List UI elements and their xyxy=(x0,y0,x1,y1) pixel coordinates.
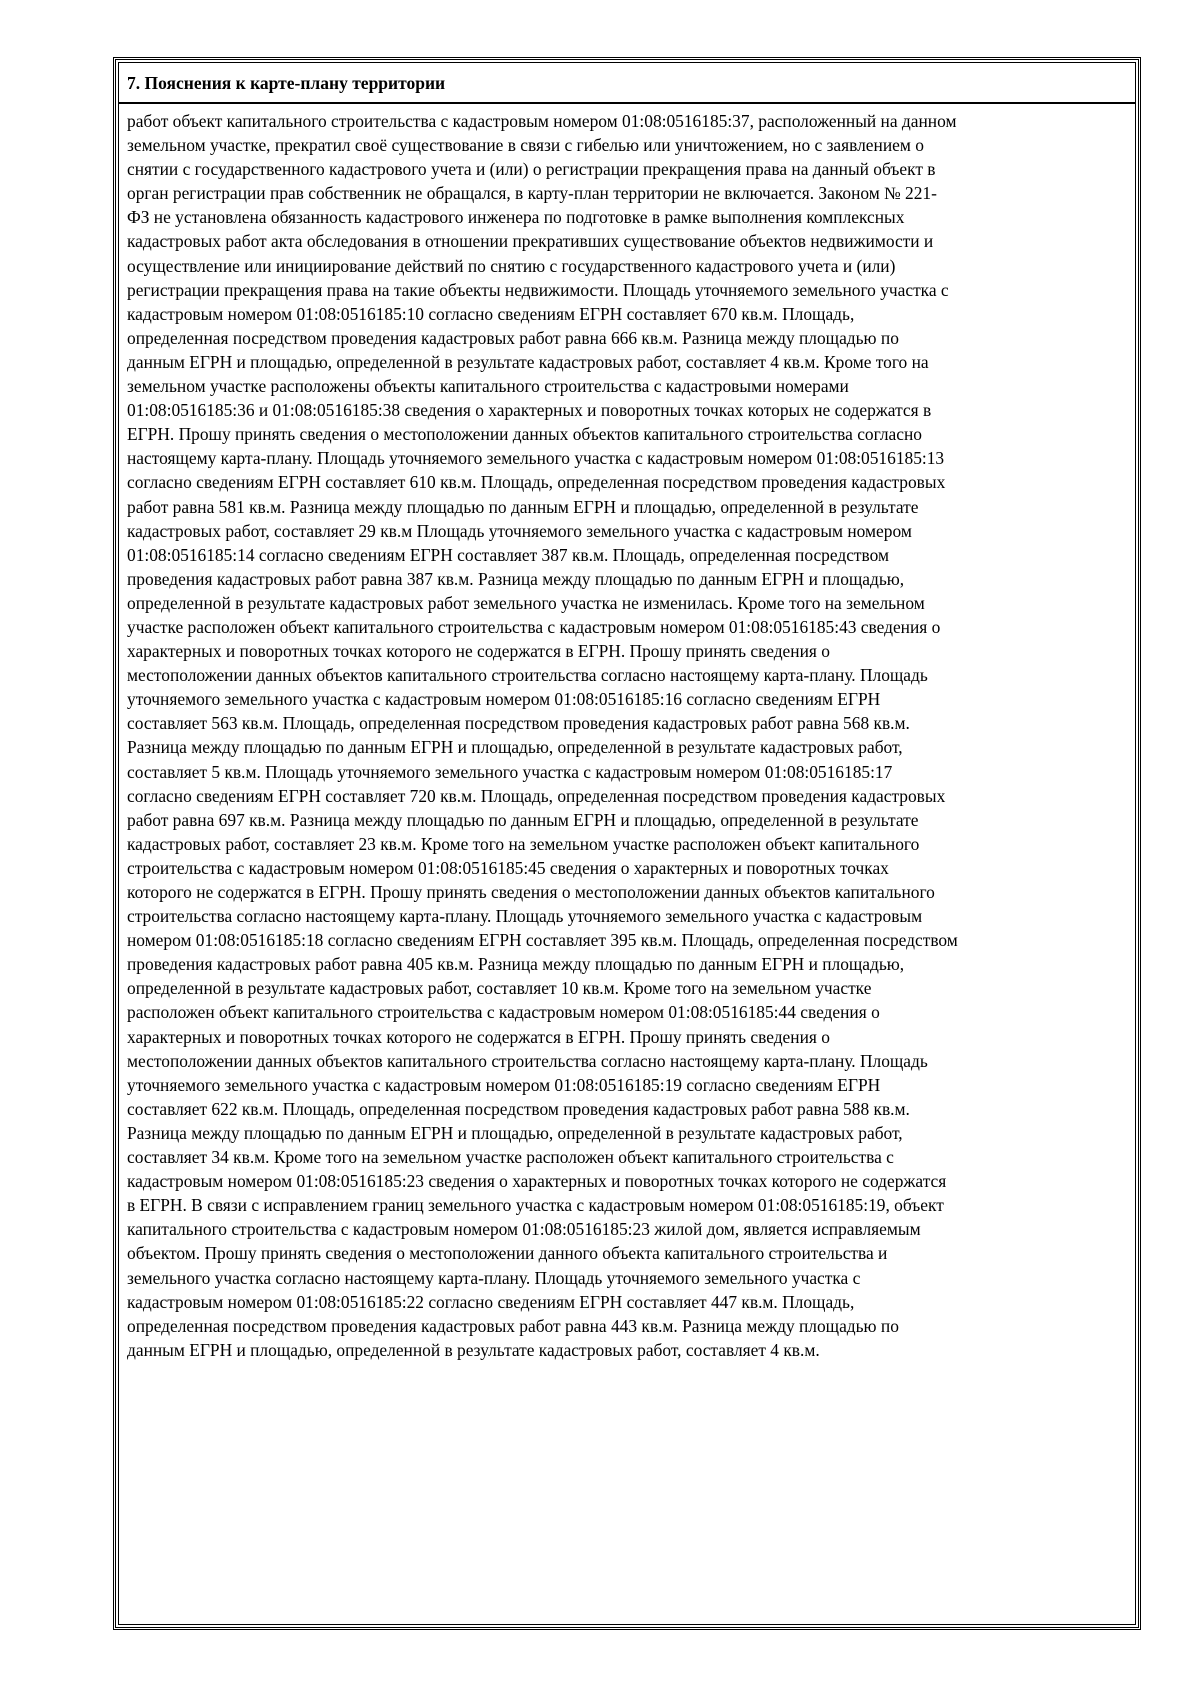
text-line: данным ЕГРН и площадью, определенной в результате кадастровых работ, составляет 4 кв.м. xyxy=(127,1339,820,1360)
text-line: строительства согласно настоящему карта-плану. Площадь уточняемого земельного участка с кадастровым xyxy=(127,906,923,927)
text-line: кадастровым номером 01:08:0516185:22 согласно сведениям ЕГРН составляет 447 кв.м. Площадь, xyxy=(127,1291,855,1312)
text-line: объектом. Прошу принять сведения о местоположении данного объекта капитального строительства и xyxy=(127,1243,888,1264)
text-line: кадастровых работ, составляет 23 кв.м. Кроме того на земельном участке расположен объект капитального xyxy=(127,833,920,854)
text-line: согласно сведениям ЕГРН составляет 720 кв.м. Площадь, определенная посредством проведения кадастровых xyxy=(127,785,946,806)
text-line: снятии с государственного кадастрового учета и (или) о регистрации прекращения права на данный объект в xyxy=(127,159,936,180)
text-line: составляет 622 кв.м. Площадь, определенная посредством проведения кадастровых работ равна 588 кв.м. xyxy=(127,1098,910,1119)
text-line: 01:08:0516185:36 и 01:08:0516185:38 сведения о характерных и поворотных точках которых не содержатся в xyxy=(127,400,932,421)
text-line: проведения кадастровых работ равна 405 кв.м. Разница между площадью по данным ЕГРН и площадью, xyxy=(127,954,905,975)
text-line: составляет 5 кв.м. Площадь уточняемого земельного участка с кадастровым номером 01:08:0516185:17 xyxy=(127,761,893,782)
text-line: работ равна 581 кв.м. Разница между площадью по данным ЕГРН и площадью, определенной в результате xyxy=(127,496,919,517)
text-line: расположен объект капитального строительства с кадастровым номером 01:08:0516185:44 сведения о xyxy=(127,1002,880,1023)
text-line: осуществление или инициирование действий по снятию с государственного кадастрового учета и (или) xyxy=(127,255,896,276)
text-line: капитального строительства с кадастровым номером 01:08:0516185:23 жилой дом, является исправляемым xyxy=(127,1219,921,1240)
text-line: определенная посредством проведения кадастровых работ равна 443 кв.м. Разница между площадью по xyxy=(127,1315,899,1336)
text-line: определенной в результате кадастровых работ земельного участка не изменилась. Кроме того на земельном xyxy=(127,592,925,613)
text-line: земельного участка согласно настоящему карта-плану. Площадь уточняемого земельного участка с xyxy=(127,1267,861,1288)
text-line: составляет 563 кв.м. Площадь, определенная посредством проведения кадастровых работ равна 568 кв.м. xyxy=(127,713,910,734)
text-line: строительства с кадастровым номером 01:08:0516185:45 сведения о характерных и поворотных точках xyxy=(127,857,889,878)
text-line: уточняемого земельного участка с кадастровым номером 01:08:0516185:16 согласно сведениям ЕГРН xyxy=(127,689,881,710)
text-line: орган регистрации прав собственник не обращался, в карту-план территории не включается. Законом № 221- xyxy=(127,183,937,204)
text-line: характерных и поворотных точках которого не содержатся в ЕГРН. Прошу принять сведения о xyxy=(127,641,830,662)
text-line: данным ЕГРН и площадью, определенной в результате кадастровых работ, составляет 4 кв.м. Кроме того на xyxy=(127,351,929,372)
text-line: 01:08:0516185:14 согласно сведениям ЕГРН составляет 387 кв.м. Площадь, определенная посредством xyxy=(127,544,889,565)
text-line: работ объект капитального строительства с кадастровым номером 01:08:0516185:37, расположенный на данном xyxy=(127,111,957,131)
text-line: местоположении данных объектов капитального строительства согласно настоящему карта-плану. Площадь xyxy=(127,1050,928,1071)
text-line: местоположении данных объектов капитального строительства согласно настоящему карта-плану. Площадь xyxy=(127,665,928,686)
text-line: характерных и поворотных точках которого не содержатся в ЕГРН. Прошу принять сведения о xyxy=(127,1026,830,1047)
text-line: которого не содержатся в ЕГРН. Прошу принять сведения о местоположении данных объектов капитального xyxy=(127,882,935,902)
text-line: работ равна 697 кв.м. Разница между площадью по данным ЕГРН и площадью, определенной в результате xyxy=(127,809,919,830)
text-line: кадастровым номером 01:08:0516185:10 согласно сведениям ЕГРН составляет 670 кв.м. Площадь, xyxy=(127,303,855,324)
text-line: кадастровых работ, составляет 29 кв.м Площадь уточняемого земельного участка с кадастровым номером xyxy=(127,520,912,541)
text-line: земельном участке расположены объекты капитального строительства с кадастровыми номерами xyxy=(127,376,849,397)
text-line: в ЕГРН. В связи с исправлением границ земельного участка с кадастровым номером 01:08:0516185:19, объект xyxy=(127,1195,944,1216)
text-line: Разница между площадью по данным ЕГРН и площадью, определенной в результате кадастровых работ, xyxy=(127,737,903,758)
text-line: кадастровым номером 01:08:0516185:23 сведения о характерных и поворотных точках которого не содержатся xyxy=(127,1171,947,1192)
text-line: настоящему карта-плану. Площадь уточняемого земельного участка с кадастровым номером 01:08:0516185:13 xyxy=(127,448,945,469)
text-line: Разница между площадью по данным ЕГРН и площадью, определенной в результате кадастровых работ, xyxy=(127,1122,903,1143)
document-frame-inner xyxy=(118,62,1136,1625)
text-line: согласно сведениям ЕГРН составляет 610 кв.м. Площадь, определенная посредством проведения кадастровых xyxy=(127,472,946,493)
text-line: участке расположен объект капитального строительства с кадастровым номером 01:08:0516185:43 сведения о xyxy=(127,616,941,637)
explanation-text xyxy=(127,109,1137,1362)
text-line: ЕГРН. Прошу принять сведения о местоположении данных объектов капитального строительства согласно xyxy=(127,424,922,445)
text-line: составляет 34 кв.м. Кроме того на земельном участке расположен объект капитального строительства с xyxy=(127,1147,894,1168)
document-frame xyxy=(113,57,1141,1630)
section-title: 7. Пояснения к карте-плану территории xyxy=(119,63,1135,104)
text-line: кадастровых работ акта обследования в отношении прекративших существование объектов недвижимости и xyxy=(127,231,934,252)
text-line: уточняемого земельного участка с кадастровым номером 01:08:0516185:19 согласно сведениям ЕГРН xyxy=(127,1074,881,1095)
text-line: определенная посредством проведения кадастровых работ равна 666 кв.м. Разница между площадью по xyxy=(127,327,899,348)
text-line: ФЗ не установлена обязанность кадастрового инженера по подготовке в рамке выполнения комплексных xyxy=(127,207,905,228)
text-line: земельном участке, прекратил своё существование в связи с гибелью или уничтожением, но с заявлением о xyxy=(127,135,924,156)
text-line: определенной в результате кадастровых работ, составляет 10 кв.м. Кроме того на земельном участке xyxy=(127,978,872,999)
text-line: проведения кадастровых работ равна 387 кв.м. Разница между площадью по данным ЕГРН и площадью, xyxy=(127,568,905,589)
text-line: регистрации прекращения права на такие объекты недвижимости. Площадь уточняемого земельного участка с xyxy=(127,279,949,300)
text-line: номером 01:08:0516185:18 согласно сведениям ЕГРН составляет 395 кв.м. Площадь, определенная посредством xyxy=(127,930,958,951)
